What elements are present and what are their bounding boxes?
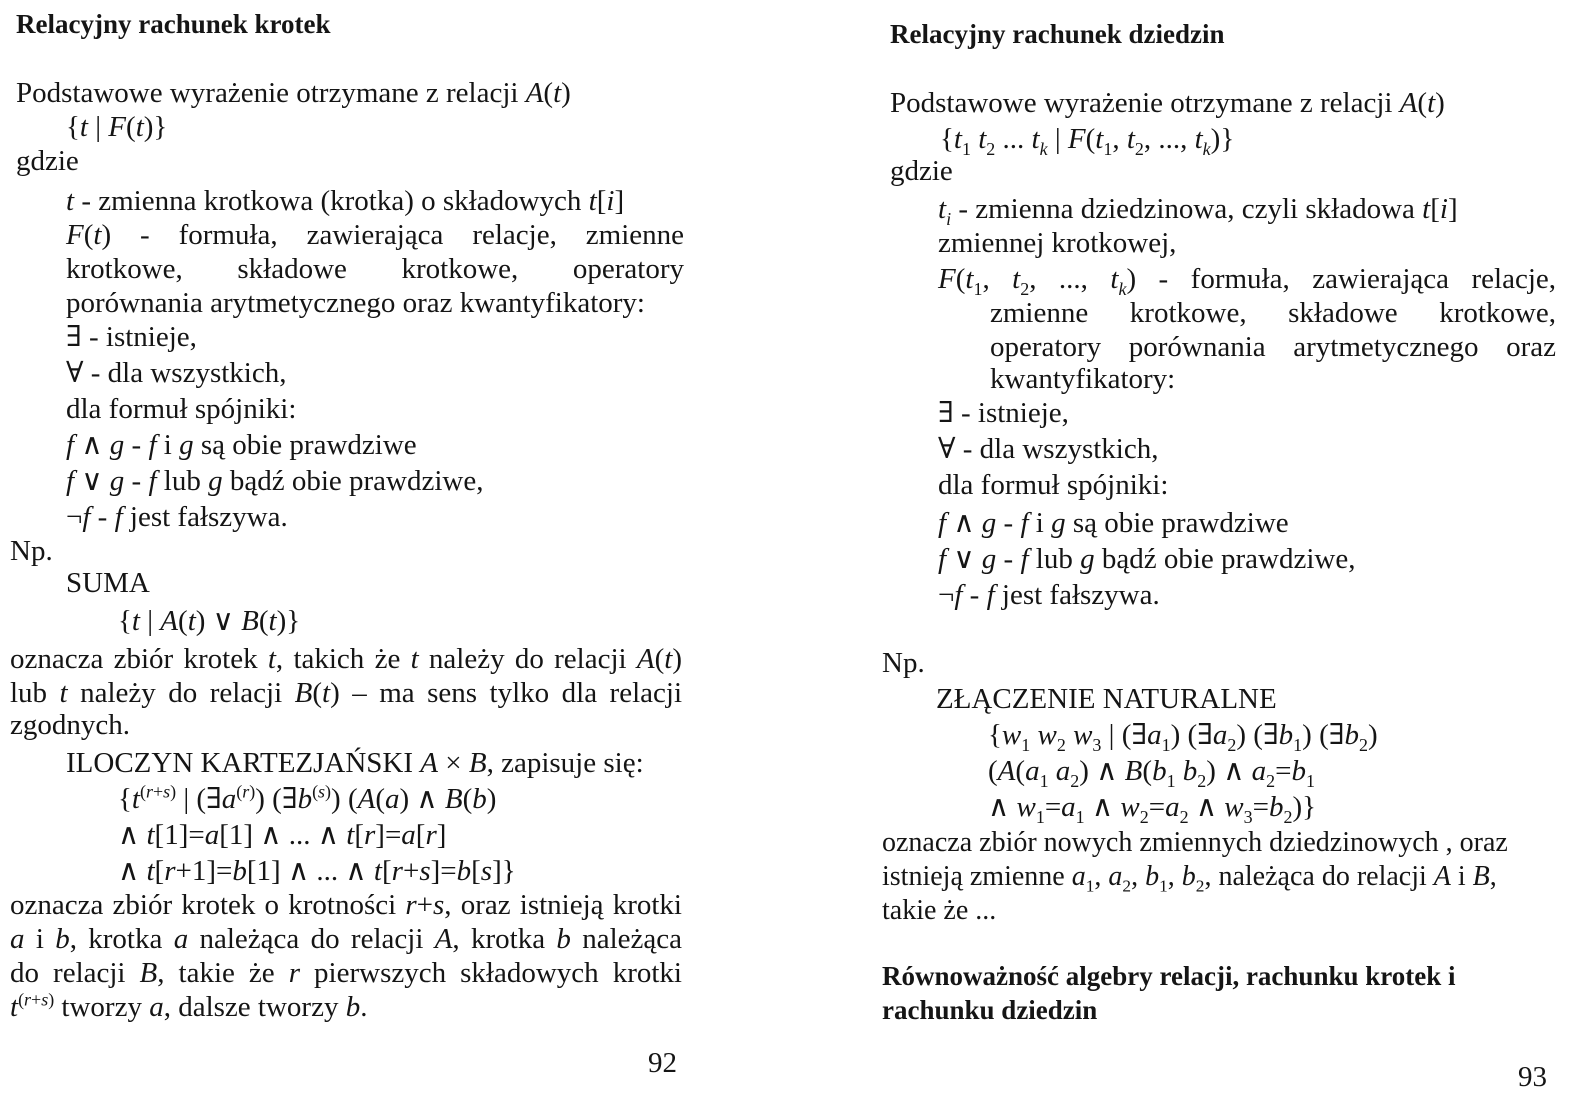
text-line: ¬f - f jest fałszywa.	[66, 501, 288, 533]
text-line: gdzie	[890, 155, 953, 187]
formula-line: ∧ t[r+1]=b[1] ∧ ... ∧ t[r+s]=b[s]}	[118, 855, 516, 887]
text-line: ILOCZYN KARTEZJAŃSKI A × B, zapisuje się:	[66, 747, 644, 779]
section-heading: Relacyjny rachunek dziedzin	[890, 19, 1225, 49]
text-line: f ∨ g - f lub g bądź obie prawdziwe,	[66, 465, 484, 497]
formula-line: ∧ t[1]=a[1] ∧ ... ∧ t[r]=a[r]	[118, 819, 447, 851]
text-line: do relacji B, takie że r pierwszych składowych krotki	[10, 957, 682, 989]
section-heading: Relacyjny rachunek krotek	[16, 9, 331, 39]
text-line: f ∧ g - f i g są obie prawdziwe	[938, 507, 1289, 539]
formula-line: ∧ $w_1=a_1$ ∧ $w_2=a_2$ ∧ $w_3=b_2$)}	[988, 791, 1317, 827]
text-line: f ∧ g - f i g są obie prawdziwe	[66, 429, 417, 461]
text-line: kwantyfikatory:	[990, 363, 1176, 395]
text-line: Podstawowe wyrażenie otrzymane z relacji A(t)	[16, 77, 571, 109]
text-line: t - zmienna krotkowa (krotka) o składowych t[i]	[66, 185, 625, 217]
text-line: ∀ - dla wszystkich,	[66, 357, 287, 389]
page-number: 92	[648, 1047, 677, 1079]
text-line: istnieją zmienne $a_1$, $a_2$, $b_1$, $b_2$, należąca do relacji A i B,	[882, 861, 1497, 896]
text-line: ∃ - istnieje,	[938, 397, 1069, 429]
text-line: ¬f - f jest fałszywa.	[938, 579, 1160, 611]
text-line: zmienne krotkowe, składowe krotkowe,	[990, 297, 1556, 329]
text-line: $F(t_1$, $t_2$, ..., $t_k$) - formuła, zawierająca relacje,	[938, 263, 1556, 299]
text-line: $t^{(r+s)}$ tworzy a, dalsze tworzy b.	[10, 989, 368, 1023]
text-line: oznacza zbiór nowych zmiennych dziedzinowych , oraz	[882, 827, 1508, 858]
text-line: Np.	[882, 647, 925, 679]
formula-line: {t | A(t) ∨ B(t)}	[118, 605, 301, 637]
section-heading: rachunku dziedzin	[882, 995, 1098, 1025]
text-line: dla formuł spójniki:	[938, 469, 1169, 501]
text-line: porównania arytmetycznego oraz kwantyfikatory:	[66, 287, 645, 319]
text-line: F(t) - formuła, zawierająca relacje, zmienne	[66, 219, 684, 251]
formula-line: {t | F(t)}	[66, 111, 168, 143]
formula-line: ($A(a_1$ $a_2$) ∧ $B(b_1$ $b_2$) ∧ $a_2=b_1$	[988, 755, 1315, 791]
text-line: f ∨ g - f lub g bądź obie prawdziwe,	[938, 543, 1356, 575]
text-line: operatory porównania arytmetycznego oraz	[990, 331, 1556, 363]
text-line: a i b, krotka a należąca do relacji A, krotka b należąca	[10, 923, 683, 955]
text-line: Podstawowe wyrażenie otrzymane z relacji A(t)	[890, 87, 1445, 119]
text-line: zgodnych.	[10, 709, 130, 741]
formula-line: {$t_1$ $t_2$ ... $t_k$ | $F(t_1$, $t_2$, ..., $t_k$)}	[940, 123, 1235, 159]
text-line: $t_i$ - zmienna dziedzinowa, czyli składowa t[i]	[938, 193, 1458, 229]
text-line: ∀ - dla wszystkich,	[938, 433, 1159, 465]
text-line: takie że ...	[882, 895, 997, 926]
text-line: oznacza zbiór krotek t, takich że t należy do relacji A(t)	[10, 643, 682, 675]
text-line: dla formuł spójniki:	[66, 393, 297, 425]
text-line: SUMA	[66, 567, 150, 599]
section-heading: Równoważność algebry relacji, rachunku krotek i	[882, 961, 1456, 991]
text-line: krotkowe, składowe krotkowe, operatory	[66, 253, 684, 285]
formula-line: {$t^{(r+s)}$ | $(\exists a^{(r)})$ $(\exists b^{(s)})$ (A(a) ∧ B(b)	[118, 781, 497, 815]
text-line: gdzie	[16, 145, 79, 177]
text-line: lub t należy do relacji B(t) – ma sens tylko dla relacji	[10, 677, 683, 709]
text-line: Np.	[10, 535, 53, 567]
page-number: 93	[1518, 1061, 1547, 1093]
text-line: oznacza zbiór krotek o krotności r+s, oraz istnieją krotki	[10, 889, 682, 921]
text-line: ∃ - istnieje,	[66, 321, 197, 353]
right-page	[792, 0, 1584, 1104]
text-line: ZŁĄCZENIE NATURALNE	[936, 683, 1277, 715]
text-line: zmiennej krotkowej,	[938, 227, 1177, 259]
formula-line: {$w_1$ $w_2$ $w_3$ | $(\exists a_1)$ $(\exists a_2)$ $(\exists b_1)$ $(\exists b_2)$	[988, 719, 1378, 755]
